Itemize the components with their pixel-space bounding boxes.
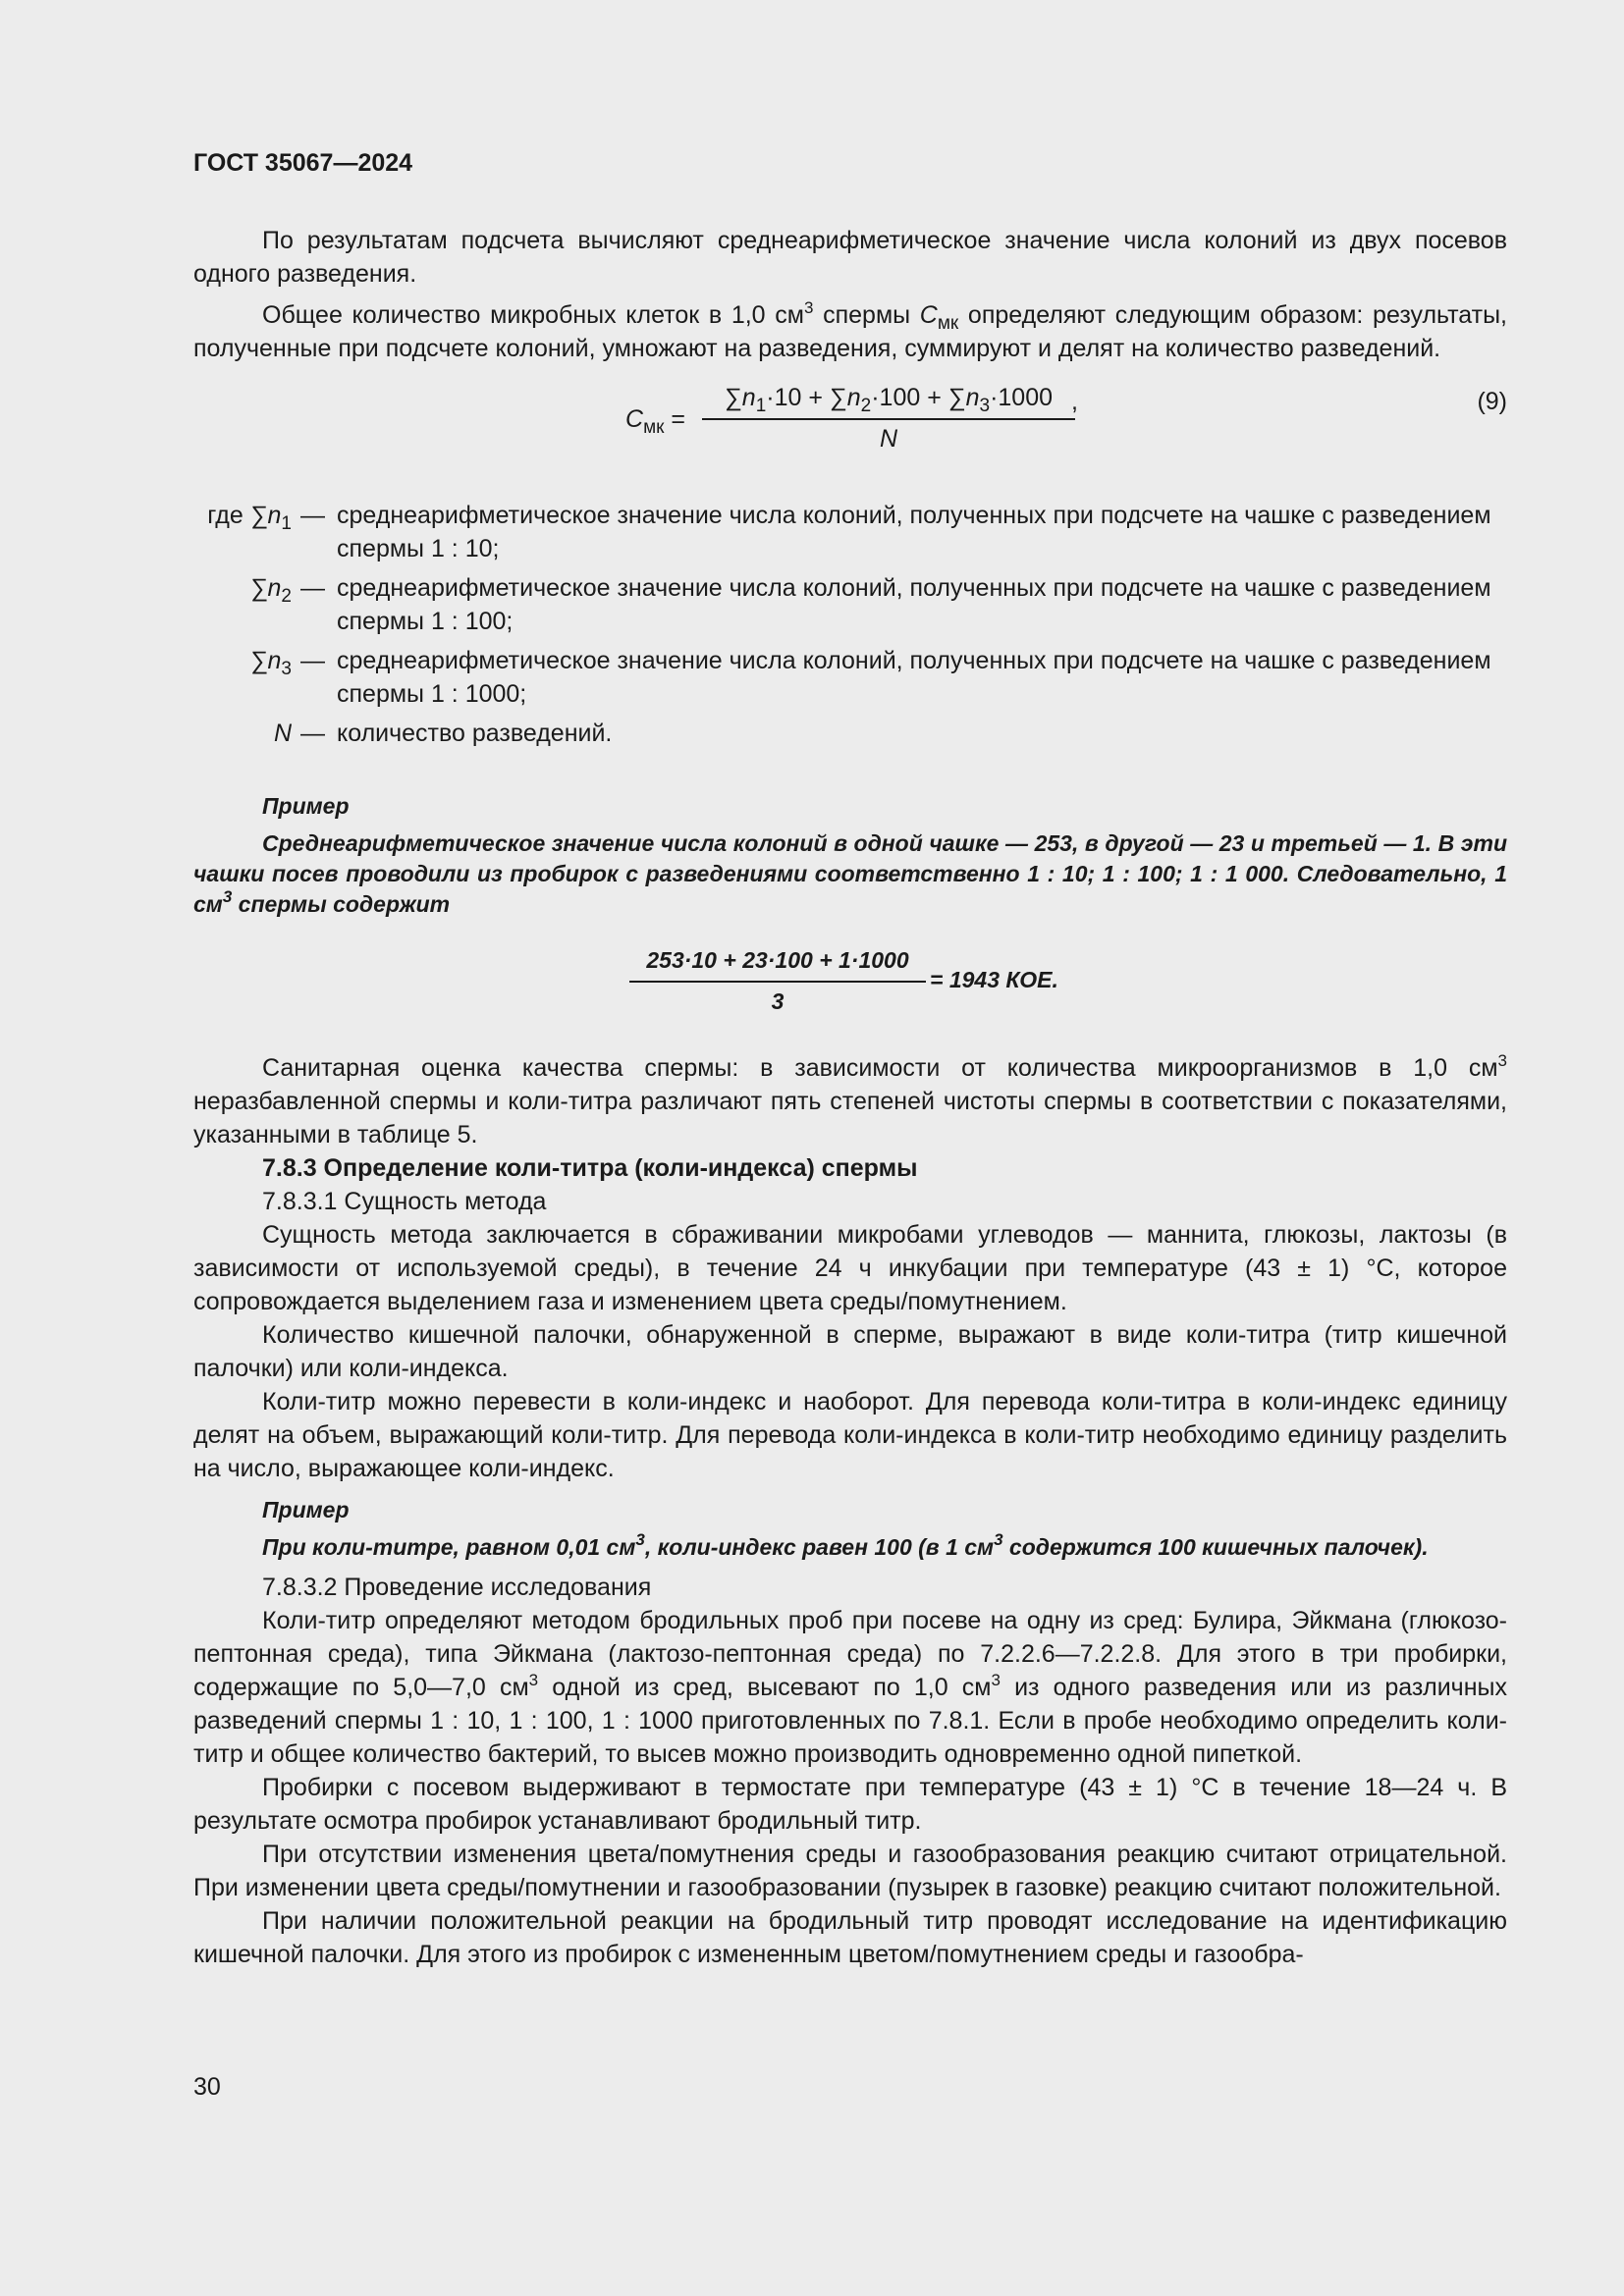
formula-9-number: (9) [1477, 388, 1507, 415]
subsection-heading-7-8-3-2: 7.8.3.2 Проведение исследования [262, 1574, 652, 1601]
definition-text: среднеарифметическое значение числа колоний, полученных при подсчете на чашке с разведением спермы 1 : 100; [337, 574, 1491, 635]
section-heading-7-8-3: 7.8.3 Определение коли-титра (коли-индекса) спермы [262, 1154, 918, 1182]
definition-symbol: N [273, 720, 292, 747]
page-number: 30 [193, 2073, 221, 2101]
example-1-title: Пример [262, 793, 350, 819]
paragraph-thermostat: Пробирки с посевом выдерживают в термостате при температуре (43 ± 1) °С в течение 18—24 ч. В результате осмотра пробирок устанавливают бродильный титр. [193, 1774, 1507, 1835]
example-1-fraction [629, 943, 926, 1018]
definition-item: N — количество разведений. [193, 717, 1507, 750]
example-1-text: Среднеарифметическое значение числа колоний в одной чашке — 253, в другой — 23 и третьей — 1. В эти чашки посев проводили из пробирок с разведениями соответственно 1 : 10; 1 : 100; 1 : 1 000. Следовательно, 1 $см^3$ спермы содержит [193, 830, 1507, 917]
paragraph-total-microbes: Общее количество микробных клеток в 1,0 $см^3$ спермы $C_{мк}$ определяют следующим образом: результаты, полученные при подсчете колоний, умножают на разведения, суммируют и делят на количество разведений. [193, 298, 1507, 362]
paragraph-method-essence: Сущность метода заключается в сбраживании микробами углеводов — маннита, глюкозы, лактозы (в зависимости от используемой среды), в течение 24 ч инкубации при температуре (43 ± 1) °С, которое сопровождается выделением газа и изменением цвета среды/помутнением. [193, 1221, 1507, 1315]
paragraph-sanitary-assessment: Санитарная оценка качества спермы: в зависимости от количества микроорганизмов в 1,0 $см^3$ неразбавленной спермы и коли-титра различают пять степеней чистоты спермы в соответствии с показателями, указанными в таблице 5. [193, 1051, 1507, 1148]
definition-symbol: $\sum n_3$ [249, 647, 292, 679]
example-1-numerator: 253·10 + 23·100 + 1·1000 [629, 943, 926, 983]
formula-9-denominator: N [879, 425, 898, 453]
definition-item: где $\sum n_1$ — среднеарифметическое значение числа колоний, полученных при подсчете на чашке с разведением спермы 1 : 10; [193, 499, 1507, 565]
formula-9-definitions [193, 499, 1507, 750]
example-2-title: Пример [262, 1497, 350, 1522]
definition-symbol: где $\sum n_1$ [207, 502, 292, 534]
paragraph-identification: При наличии положительной реакции на бродильный титр проводят исследование на идентификацию кишечной палочки. Для этого из пробирок с измененным цветом/помутнением среды и газообра- [193, 1907, 1507, 1968]
definition-symbol: $\sum n_2$ [249, 574, 292, 607]
example-2-text: При коли-титре, равном 0,01 $см^3$, коли-индекс равен 100 (в 1 $см^3$ содержится 100 кишечных палочек). [262, 1530, 1429, 1560]
example-1-denominator: 3 [771, 988, 785, 1014]
formula-9-fraction [702, 381, 1075, 455]
definition-text: среднеарифметическое значение числа колоний, полученных при подсчете на чашке с разведением спермы 1 : 10; [337, 502, 1491, 562]
definition-text: количество разведений. [337, 720, 613, 747]
subsection-heading-7-8-3-1: 7.8.3.1 Сущность метода [262, 1188, 547, 1215]
formula-9-comma: , [1071, 388, 1078, 415]
document-header: ГОСТ 35067—2024 [193, 149, 413, 177]
definition-item: $\sum n_2$ — среднеарифметическое значение числа колоний, полученных при подсчете на чашке с разведением спермы 1 : 100; [193, 571, 1507, 638]
paragraph-e-coli-amount: Количество кишечной палочки, обнаруженной в сперме, выражают в виде коли-титра (титр кишечной палочки) или коли-индекса. [193, 1321, 1507, 1382]
paragraph-coli-conversion: Коли-титр можно перевести в коли-индекс и наоборот. Для перевода коли-титра в коли-индекс единицу делят на объем, выражающий коли-титр. Для перевода коли-индекса в коли-титр необходимо единицу разделить на число, выражающее коли-индекс. [193, 1388, 1507, 1482]
formula-9-numerator: $\sum n_1\cdot 10 + \sum n_2\cdot 100 + \sum n_3\cdot 1000$ [702, 381, 1075, 420]
paragraph-reaction-evaluation: При отсутствии изменения цвета/помутнения среды и газообразования реакцию считают отрицательной. При изменении цвета среды/помутнении и газообразовании (пузырек в газовке) реакцию считают положительной. [193, 1841, 1507, 1901]
paragraph-fermentation-tests: Коли-титр определяют методом бродильных проб при посеве на одну из сред: Булира, Эйкмана (глюкозо-пептонная среда), типа Эйкмана (лактозо-пептонная среда) по 7.2.2.6—7.2.2.8. Для этого в три пробирки, содержащие по 5,0—7,0 $см^3$ одной из сред, высевают по 1,0 $см^3$ из одного разведения или из различных разведений спермы 1 : 10, 1 : 100, 1 : 1000 приготовленных по 7.8.1. Если в пробе необходимо определить коли-титр и общее количество бактерий, то высев можно производить одновременно одной пипеткой. [193, 1607, 1507, 1768]
formula-9 [193, 381, 1507, 465]
document-body [193, 224, 1507, 1971]
definition-text: среднеарифметическое значение числа колоний, полученных при подсчете на чашке с разведением спермы 1 : 1000; [337, 647, 1491, 708]
definition-item: $\sum n_3$ — среднеарифметическое значение числа колоний, полученных при подсчете на чашке с разведением спермы 1 : 1000; [193, 644, 1507, 711]
example-1-formula [193, 943, 1507, 1024]
example-1-result: = 1943 КОЕ. [930, 967, 1058, 992]
formula-9-lhs: $C_{мк}$ = [625, 405, 685, 438]
paragraph-counting-average: По результатам подсчета вычисляют среднеарифметическое значение числа колоний из двух посевов одного разведения. [193, 227, 1507, 288]
